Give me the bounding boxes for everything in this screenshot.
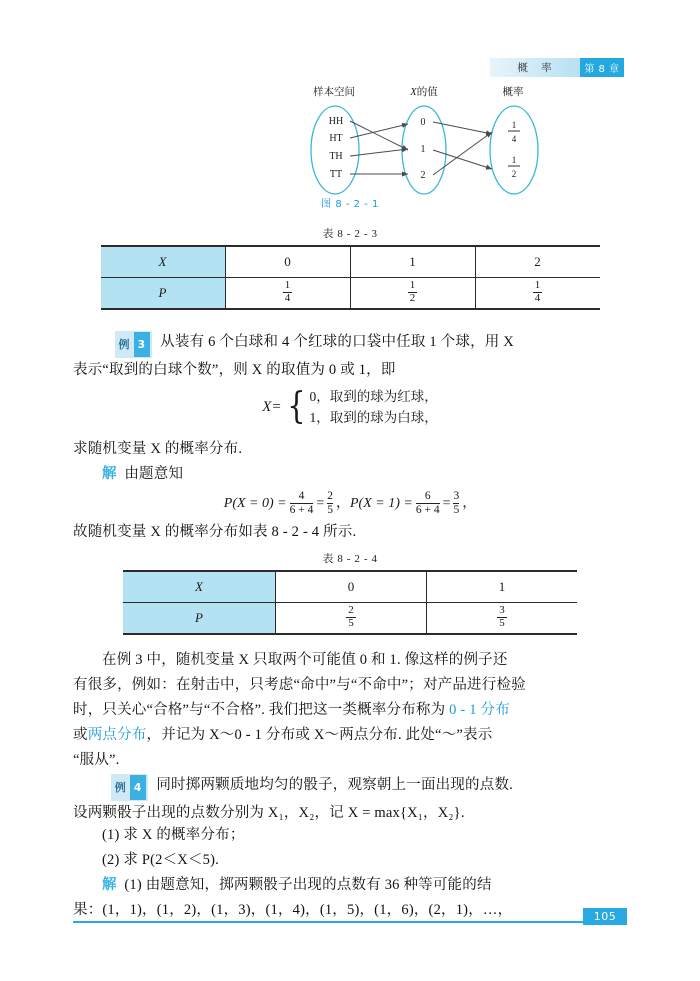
fraction: $\frac{1}{2}$ (409, 278, 416, 304)
example-4-badge: 例 4 (111, 774, 149, 801)
cases-lhs: X= (262, 398, 282, 415)
example-3-line-1: 从装有 6 个白球和 4 个红球的口袋中任取 1 个球，用 X (160, 334, 514, 350)
table2-row-header-p: P (123, 603, 276, 635)
table-8-2-4-block (0, 550, 700, 635)
table-row (123, 603, 577, 635)
prob-fraction-one-half (508, 155, 520, 179)
arrow-2-to-quarter (433, 132, 492, 175)
table-cell-x-1: 1 (350, 246, 475, 278)
term-two-point-distribution: 两点分布 (87, 727, 147, 743)
table-cell-x-2: 2 (475, 246, 600, 278)
x-value-0: 0 (420, 117, 426, 128)
table-row (101, 278, 600, 310)
case-2: 1，取到的球为白球， (309, 410, 438, 425)
example-3-cases-formula (0, 386, 700, 428)
x-value-1: 1 (420, 144, 426, 155)
example-4-line-1: 同时掷两颗质地均匀的骰子，观察朝上一面出现的点数. (156, 777, 513, 793)
discussion-line-5: “服从”. (73, 752, 120, 768)
table-cell-x-0: 0 (225, 246, 350, 278)
fraction: $\frac{2}{5}$ (348, 603, 354, 629)
left-brace-icon: { (286, 386, 306, 427)
sample-item-hh: HH (328, 116, 344, 127)
figure-label-x-values: X的值 (410, 87, 438, 98)
fraction: $\frac{3}{5}$ (499, 603, 505, 629)
solution-marker: 解 (102, 466, 117, 482)
solution-marker: 解 (102, 877, 117, 893)
table-row (101, 246, 600, 278)
example-4-q1-text: (1) 求 X 的概率分布； (102, 827, 245, 843)
term-zero-one-distribution: 0 - 1 分布 (449, 702, 510, 718)
arrow-1-to-half (433, 150, 492, 169)
eq-p1-label: P(X = 1) = (350, 495, 413, 511)
figure-caption: 图 8 - 2 - 1 (321, 199, 379, 210)
table-8-2-4 (123, 570, 577, 635)
example-3-statement (73, 330, 627, 383)
eq-p0-value: $\frac{2}{5}$ (327, 490, 333, 517)
table-8-2-4-caption: 表 8 - 2 - 4 (322, 553, 378, 565)
figure-label-sample-space: 样本空间 (313, 87, 355, 98)
svg-text:1: 1 (511, 120, 517, 130)
table-row (123, 571, 577, 603)
eq-p0-fraction: $\frac{4}{6 + 4}$ (289, 490, 314, 517)
table-8-2-3-caption: 表 8 - 2 - 3 (322, 228, 378, 240)
eq-p1-equals: = (442, 495, 451, 511)
table2-cell-x-1: 1 (427, 571, 578, 603)
svg-text:2: 2 (511, 169, 517, 179)
table2-cell-p-0 (276, 603, 427, 635)
table-row-header-p: P (101, 278, 226, 310)
discussion-line-4c: ，并记为 X～0 - 1 分布或 X～两点分布. 此处“～”表示 (146, 727, 493, 743)
example-4-q2-text: (2) 求 P(2＜X＜5). (102, 852, 219, 868)
example-3-probability-equation (0, 490, 700, 517)
figure-label-probability: 概率 (502, 87, 524, 98)
example-4-question-2 (73, 848, 627, 873)
discussion-line-4a: 或 (73, 727, 88, 743)
table2-cell-x-0: 0 (276, 571, 427, 603)
eq-p1-fraction: $\frac{6}{6 + 4}$ (415, 490, 440, 517)
example-4-solution (73, 873, 627, 923)
running-head-chapter: 第 8 章 (580, 58, 624, 77)
x-value-2: 2 (420, 170, 426, 181)
fraction: $\frac{1}{4}$ (284, 278, 291, 304)
svg-text:4: 4 (511, 134, 517, 144)
eq-separator: ， (336, 495, 350, 511)
example-4-question-1 (73, 823, 627, 848)
arrow-0-to-quarter (433, 122, 492, 134)
footer-rule (73, 921, 627, 923)
sample-item-th: TH (329, 151, 343, 162)
table-cell-p-2 (475, 278, 600, 310)
sample-item-ht: HT (329, 133, 343, 144)
table-cell-p-1 (350, 278, 475, 310)
example-3-badge: 例 3 (115, 331, 153, 358)
example-4-solution-line-2: 果：(1，1)，(1，2)，(1，3)，(1，4)，(1，5)，(1，6)，(2，1)，…， (73, 902, 513, 918)
svg-text:1: 1 (511, 155, 517, 165)
fraction: $\frac{1}{4}$ (534, 278, 541, 304)
table-8-2-3 (101, 245, 600, 310)
solution-lead-text: 由题意知 (124, 466, 184, 482)
running-head-title: 概 率 (490, 58, 580, 77)
example-3-conclusion: 故随机变量 X 的概率分布如表 8 - 2 - 4 所示. (73, 524, 357, 540)
table-row-header-x: X (101, 246, 226, 278)
eq-p0-equals: = (316, 495, 325, 511)
discussion-line-1: 在例 3 中，随机变量 X 只取两个可能值 0 和 1. 像这样的例子还 (102, 652, 508, 668)
example-4-solution-line-1: (1) 由题意知，掷两颗骰子出现的点数有 36 种等可能的结 (124, 877, 492, 893)
sample-item-tt: TT (329, 169, 343, 180)
case-1: 0，取到的球为红球， (309, 389, 438, 404)
eq-p1-value: $\frac{3}{5}$ (453, 490, 460, 517)
prob-fraction-one-quarter (508, 120, 520, 144)
discussion-line-3a: 时，只关心“合格”与“不合格”. 我们把这一类概率分布称为 (73, 702, 450, 718)
discussion-line-2: 有很多，例如：在射击中，只考虑“命中”与“不命中”；对产品进行检验 (73, 677, 526, 693)
table2-cell-p-1 (427, 603, 578, 635)
example-3-line-2: 表示“取到的白球个数”，则 X 的取值为 0 或 1，即 (73, 362, 396, 378)
example-4-statement (73, 773, 627, 826)
eq-p0-label: P(X = 0) = (223, 495, 287, 511)
eq-tail: ， (462, 495, 477, 511)
table-8-2-3-block (0, 225, 700, 310)
running-head (490, 58, 624, 77)
table2-row-header-x: X (123, 571, 276, 603)
example-3-question: 求随机变量 X 的概率分布. (73, 441, 243, 457)
page-number: 105 (583, 908, 627, 925)
example-3-solution-lead (73, 462, 627, 487)
example-4-line-2: 设两颗骰子出现的点数分别为 X₁，X₂，记 X = max{X₁，X₂}. (73, 805, 465, 821)
table-cell-p-0 (225, 278, 350, 310)
discussion-paragraph (73, 648, 627, 773)
